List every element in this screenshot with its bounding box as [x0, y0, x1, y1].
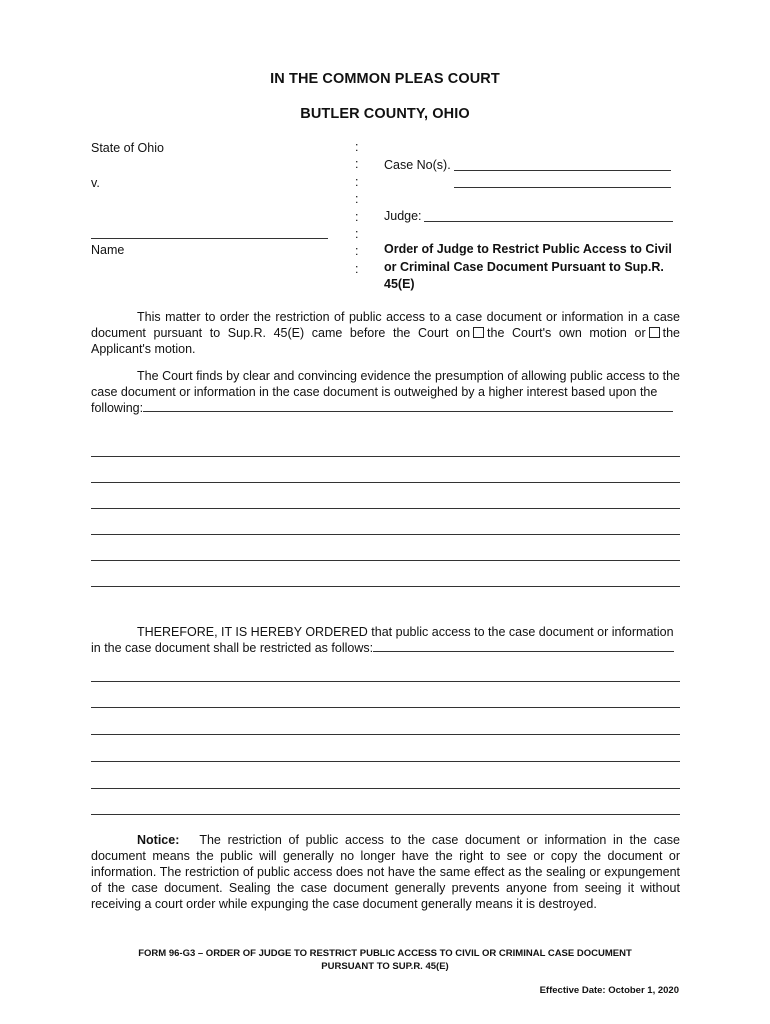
judge-label: Judge: [384, 209, 422, 223]
findings-line-4[interactable] [91, 534, 680, 535]
order-title: Order of Judge to Restrict Public Access to Civil or Criminal Case Document Pursuant to Sup.R. 45(E) [384, 242, 672, 291]
plaintiff-name: State of Ohio [91, 141, 164, 155]
court-title: IN THE COMMON PLEAS COURT [270, 71, 500, 87]
paragraph-motion: This matter to order the restriction of public access to a case document or information in a case document pursuant to Sup.R. 45(E) came before the Court on the Court's own motion or the Applicant's motion. [91, 310, 680, 356]
findings-line-6[interactable] [91, 586, 680, 587]
notice-paragraph: Notice: The restriction of public access to the case document or information in the case document means the public will generally no longer have the right to see or copy the document or information. The restriction of public access does not have the same effect as the sealing or expungement of the case document. Sealing the case document generally prevents anyone from seeing it without receiving a court order while expunging the case document generally means it is destroyed. [91, 833, 680, 911]
restriction-line-6[interactable] [91, 814, 680, 815]
caption-colons: : : : : : : : : [355, 140, 359, 276]
findings-line-5[interactable] [91, 560, 680, 561]
notice-label: Notice: [137, 833, 180, 847]
case-number-line-2[interactable] [454, 187, 671, 188]
effective-date: Effective Date: October 1, 2020 [539, 985, 679, 996]
findings-line-0[interactable] [143, 400, 673, 412]
versus-label: v. [91, 176, 100, 190]
restriction-line-0[interactable] [373, 640, 674, 652]
defendant-name-label: Name [91, 243, 125, 257]
paragraph-findings: The Court finds by clear and convincing evidence the presumption of allowing public access to the case document or information in the case document is outweighed by a higher interest based upon the following: [91, 369, 680, 415]
defendant-name-line[interactable] [91, 238, 328, 239]
court-own-motion-checkbox[interactable] [473, 327, 484, 338]
restriction-line-3[interactable] [91, 734, 680, 735]
restriction-line-5[interactable] [91, 788, 680, 789]
county-title: BUTLER COUNTY, OHIO [300, 106, 470, 122]
case-number-line-1[interactable] [454, 170, 671, 171]
findings-line-1[interactable] [91, 456, 680, 457]
applicant-motion-checkbox[interactable] [649, 327, 660, 338]
paragraph-order: THEREFORE, IT IS HEREBY ORDERED that public access to the case document or information in the case document shall be restricted as follows: [91, 625, 674, 655]
restriction-line-4[interactable] [91, 761, 680, 762]
findings-line-3[interactable] [91, 508, 680, 509]
findings-line-2[interactable] [91, 482, 680, 483]
restriction-line-1[interactable] [91, 681, 680, 682]
form-footer: FORM 96-G3 – ORDER OF JUDGE TO RESTRICT PUBLIC ACCESS TO CIVIL OR CRIMINAL CASE DOCUMENT PURSUANT TO SUP.R. 45(E) [138, 948, 632, 972]
restriction-line-2[interactable] [91, 707, 680, 708]
case-number-label: Case No(s). [384, 158, 451, 172]
judge-name-line[interactable] [424, 221, 673, 222]
